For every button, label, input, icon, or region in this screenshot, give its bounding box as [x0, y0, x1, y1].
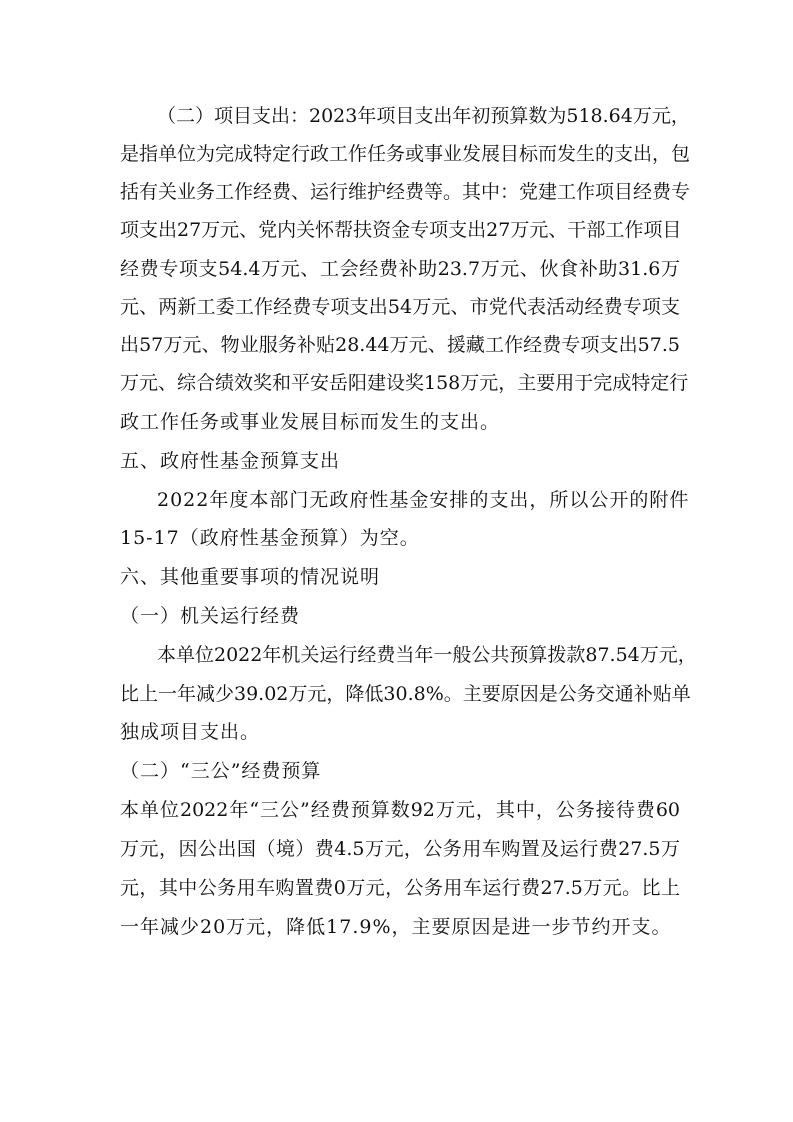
paragraph-project-expenditure-line-3: 括有关业务工作经费、运行维护经费等。其中：党建工作项目经费专	[120, 181, 691, 203]
paragraph-three-public-line-2: 万元，因公出国（境）费4.5万元，公务用车购置及运行费27.5万	[120, 838, 680, 860]
paragraph-operating-expenses-line-3: 独成项目支出。	[120, 721, 261, 743]
paragraph-three-public-line-3: 元，其中公务用车购置费0万元，公务用车运行费27.5万元。比上	[120, 877, 680, 899]
paragraph-government-fund-line-1: 2022年度本部门无政府性基金安排的支出，所以公开的附件	[157, 489, 690, 511]
paragraph-project-expenditure-line-7: 出57万元、物业服务补贴28.44万元、援藏工作经费专项支出57.5	[120, 334, 680, 356]
paragraph-project-expenditure-line-5: 经费专项支54.4万元、工会经费补助23.7万元、伙食补助31.6万	[120, 258, 680, 280]
paragraph-operating-expenses-line-1: 本单位2022年机关运行经费当年一般公共预算拨款87.54万元，	[157, 644, 697, 666]
section-heading-other-matters: 六、其他重要事项的情况说明	[120, 566, 381, 588]
subsection-heading-operating-expenses: （一）机关运行经费	[120, 605, 301, 627]
paragraph-three-public-line-1: 本单位2022年“三公”经费预算数92万元，其中，公务接待费60	[120, 799, 680, 821]
paragraph-project-expenditure-line-1: （二）项目支出：2023年项目支出年初预算数为518.64万元，	[157, 105, 690, 127]
paragraph-project-expenditure-line-6: 元、两新工委工作经费专项支出54万元、市党代表活动经费专项支	[120, 296, 680, 318]
paragraph-project-expenditure-line-8: 万元、综合绩效奖和平安岳阳建设奖158万元，主要用于完成特定行	[120, 372, 689, 394]
subsection-heading-three-public-expenses: （二）“三公”经费预算	[120, 760, 322, 782]
paragraph-project-expenditure-line-9: 政工作任务或事业发展目标而发生的支出。	[120, 411, 501, 433]
section-heading-government-fund: 五、政府性基金预算支出	[120, 450, 341, 472]
paragraph-government-fund-line-2: 15-17（政府性基金预算）为空。	[120, 527, 420, 549]
paragraph-operating-expenses-line-2: 比上一年减少39.02万元，降低30.8%。主要原因是公务交通补贴单	[120, 683, 691, 705]
paragraph-three-public-line-4: 一年减少20万元，降低17.9%，主要原因是进一步节约开支。	[120, 916, 672, 938]
paragraph-project-expenditure-line-2: 是指单位为完成特定行政工作任务或事业发展目标而发生的支出，包	[120, 143, 691, 165]
paragraph-project-expenditure-line-4: 项支出27万元、党内关怀帮扶资金专项支出27万元、干部工作项目	[120, 219, 682, 241]
